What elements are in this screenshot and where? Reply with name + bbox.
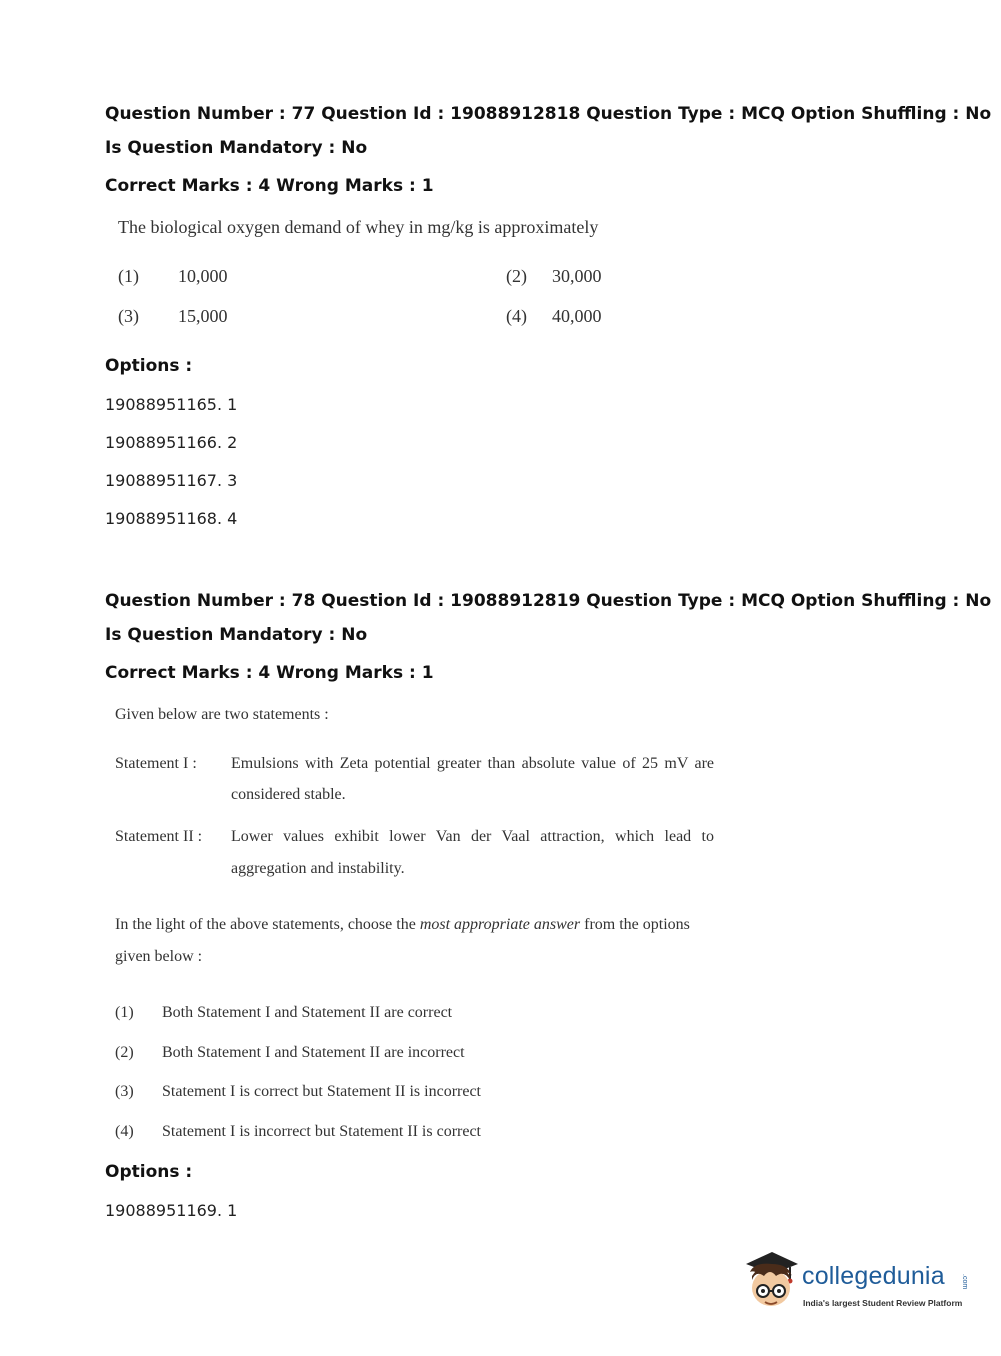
- q78-instruction: [115, 916, 690, 934]
- q77-choice-text: 15,000: [178, 306, 228, 326]
- q77-choice-num: (2): [506, 266, 527, 286]
- option-id: 19088951166. 2: [105, 433, 238, 452]
- q77-choice-num: (1): [118, 266, 139, 286]
- q78-header-line1: Question Number : 78 Question Id : 19088912819 Question Type : MCQ Option Shuffling : No: [105, 591, 992, 611]
- logo-tagline: India's largest Student Review Platform: [803, 1298, 963, 1308]
- statement2-line1: Lower values exhibit lower Van der Vaal attraction, which lead to: [231, 828, 714, 845]
- q77-question-text: The biological oxygen demand of whey in mg/kg is approximately: [118, 217, 599, 237]
- mascot-icon: [742, 1250, 800, 1316]
- q78-choice-text: Both Statement I and Statement II are correct: [162, 1004, 453, 1021]
- q78-options-label: Options :: [105, 1162, 193, 1182]
- q78-intro: Given below are two statements :: [115, 706, 329, 723]
- q77-header-line1: Question Number : 77 Question Id : 19088912818 Question Type : MCQ Option Shuffling : No: [105, 104, 992, 124]
- instruction-text: from the options: [580, 916, 690, 933]
- q78-header-line2: Is Question Mandatory : No: [105, 625, 368, 645]
- q78-choice-num: (3): [115, 1083, 134, 1100]
- q78-choice-num: (4): [115, 1123, 134, 1140]
- logo-wordmark: collegedunia: [802, 1262, 945, 1290]
- option-id: 19088951165. 1: [105, 395, 238, 414]
- option-id: 19088951168. 4: [105, 509, 238, 528]
- logo-tld: .com: [961, 1274, 968, 1290]
- q77-choice-text: 10,000: [178, 266, 228, 286]
- q77-marks: Correct Marks : 4 Wrong Marks : 1: [105, 176, 434, 196]
- q77-options-label: Options :: [105, 356, 193, 376]
- statement2-line2: aggregation and instability.: [231, 860, 405, 877]
- statement1-line2: considered stable.: [231, 786, 346, 803]
- q78-choice-num: (2): [115, 1044, 134, 1061]
- q77-choice-num: (4): [506, 306, 527, 326]
- q78-instruction-line2: given below :: [115, 948, 203, 965]
- instruction-emphasis: most appropriate answer: [419, 916, 581, 933]
- statement1-label: Statement I :: [115, 755, 197, 772]
- q77-choice-num: (3): [118, 306, 139, 326]
- q78-choice-text: Statement I is correct but Statement II is incorrect: [162, 1083, 481, 1100]
- statement2-label: Statement II :: [115, 828, 203, 845]
- q77-choice-text: 40,000: [552, 306, 602, 326]
- q78-marks: Correct Marks : 4 Wrong Marks : 1: [105, 663, 434, 683]
- option-id: 19088951169. 1: [105, 1201, 238, 1220]
- q78-choice-num: (1): [115, 1004, 134, 1021]
- instruction-text: In the light of the above statements, choose the: [115, 916, 420, 933]
- statement1-line1: Emulsions with Zeta potential greater than absolute value of 25 mV are: [231, 755, 714, 772]
- q77-choice-text: 30,000: [552, 266, 602, 286]
- q78-choice-text: Both Statement I and Statement II are incorrect: [162, 1044, 465, 1061]
- q77-header-line2: Is Question Mandatory : No: [105, 138, 368, 158]
- option-id: 19088951167. 3: [105, 471, 238, 490]
- q78-choice-text: Statement I is incorrect but Statement II is correct: [162, 1123, 481, 1140]
